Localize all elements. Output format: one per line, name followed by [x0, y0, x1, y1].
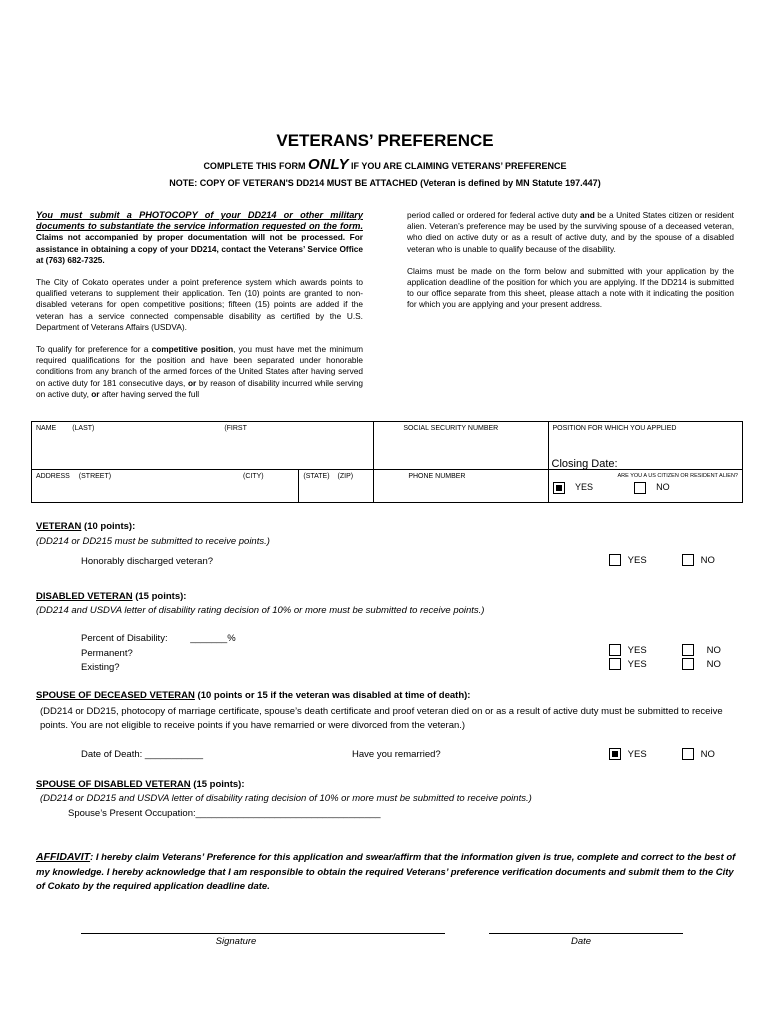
qualify-or-1: or [187, 377, 197, 388]
instruction-part-a: COMPLETE THIS FORM [203, 161, 306, 171]
position-cell[interactable] [548, 422, 742, 470]
spouse-disabled-heading: SPOUSE OF DISABLED VETERAN [36, 779, 191, 790]
qualify-or-2: or [91, 388, 100, 399]
address-cell[interactable] [32, 470, 299, 503]
city-label: (CITY) [243, 473, 264, 480]
eligibility-text-b: be a United States citizen or resident alien. Veteran’s preference may be used by the surviving spouse of a deceased veteran, who died on active duty or as a result of active duty, and by the spouse of a disabled veteran who is unable to qualify because of the disability. [407, 210, 734, 254]
applicant-info-table [31, 421, 743, 503]
honorable-yes-checkbox[interactable] [609, 554, 621, 566]
percent-label: Percent of Disability: [81, 633, 168, 644]
qualify-text-b: , you must have met the minimum required qualifications for the position and have been separated under honorable conditions from any branch of the armed forces of the United States after having served on active duty for 181 consecutive days, [36, 344, 364, 388]
remarried-yes [609, 748, 647, 760]
last-name-label: (LAST) [72, 425, 95, 432]
phone-cell[interactable] [374, 470, 548, 503]
phone-label: PHONE NUMBER [408, 473, 466, 480]
eligibility-and: and [580, 210, 595, 220]
right-column [407, 210, 734, 311]
honorable-no-label: NO [700, 554, 715, 566]
veteran-heading: VETERAN [36, 521, 82, 532]
street-label: (STREET) [78, 473, 112, 480]
remarried-question: Have you remarried? [352, 749, 441, 760]
affidavit-text: : I hereby claim Veterans’ Preference for this application and swear/affirm that the information given is true, complete and correct to the best of my knowledge. I hereby acknowledge that I am responsible to obtain the required Veterans’ preference verification documents and submit them to the City of Cokato by the required application deadline date. [36, 852, 736, 892]
occupation-field[interactable]: Spouse’s Present Occupation:___________________________________ [68, 808, 381, 819]
veteran-heading-line [36, 521, 135, 532]
first-name-label: (FIRST [224, 425, 247, 432]
permanent-label: Permanent? [81, 648, 133, 659]
affidavit-label: AFFIDAVIT [36, 851, 91, 863]
permanent-yes [609, 644, 647, 656]
address-label: ADDRESS [36, 473, 70, 480]
permanent-no-checkbox[interactable] [682, 644, 694, 656]
eligibility-paragraph [407, 210, 734, 255]
existing-no-label: NO [706, 658, 721, 670]
honorable-question: Honorably discharged veteran? [81, 556, 214, 567]
state-label: (STATE) [303, 473, 330, 480]
permanent-yes-checkbox[interactable] [609, 644, 621, 656]
state-zip-cell[interactable] [299, 470, 374, 503]
date-label: Date [570, 936, 592, 947]
permanent-yes-label: YES [627, 644, 647, 656]
citizen-yes-label: YES [575, 482, 594, 493]
percent-field[interactable]: _______% [190, 633, 236, 644]
honorable-yes-label: YES [627, 554, 647, 566]
documentation-note: Claims not accompanied by proper documentation will not be processed. For assistance in obtaining a copy of your DD214, contact the Veterans’ Service Office at (763) 682-7325. [36, 232, 363, 265]
qualify-bold: competitive position [151, 344, 234, 355]
signature-label: Signature [215, 936, 257, 947]
deceased-heading: SPOUSE OF DECEASED VETERAN [36, 690, 195, 701]
existing-no [682, 658, 721, 670]
qualify-text-a: To qualify for preference for a [36, 344, 152, 355]
affidavit-paragraph [36, 850, 736, 895]
existing-yes-label: YES [627, 658, 647, 670]
existing-no-checkbox[interactable] [682, 658, 694, 670]
existing-label: Existing? [81, 662, 120, 673]
closing-date-label: Closing Date: [551, 458, 618, 470]
spouse-disabled-note: (DD214 or DD215 and USDVA letter of disability rating decision of 10% or more must be submitted to receive points.) [40, 793, 532, 804]
deceased-note: (DD214 or DD215, photocopy of marriage certificate, spouse’s death certificate and proof veteran died on or as a result of active duty must be submitted to receive points. You are not eligible to receive points if you have remarried or were divorced from the veteran.) [40, 706, 723, 731]
zip-label: (ZIP) [337, 473, 354, 480]
point-system-paragraph: The City of Cokato operates under a point preference system which awards points to qualified veterans to supplement their application. Ten (10) points are granted to non-disabled veterans for open competitive positions; fifteen (15) points are added if the veteran has a service connected compensable disability as certified by the U.S. Department of Veterans Affairs (USDVA). [36, 277, 363, 332]
spouse-disabled-heading-line [36, 779, 245, 790]
existing-yes [609, 658, 647, 670]
remarried-no-checkbox[interactable] [682, 748, 694, 760]
qualify-text-d: after having served the full [99, 388, 200, 399]
date-line[interactable] [489, 933, 683, 934]
citizen-no-label: NO [656, 482, 670, 493]
form-title: VETERANS’ PREFERENCE [276, 131, 494, 150]
ssn-cell[interactable] [374, 422, 548, 470]
spouse-disabled-points: (15 points): [190, 779, 245, 790]
permanent-no-label: NO [706, 644, 721, 656]
citizen-yes-checkbox[interactable] [553, 482, 565, 494]
qualify-paragraph [36, 344, 363, 400]
eligibility-text-a: period called or ordered for federal active duty [407, 210, 581, 220]
veteran-points: (10 points): [81, 521, 136, 532]
veteran-note: (DD214 or DD215 must be submitted to receive points.) [36, 536, 270, 547]
honorable-no [682, 554, 715, 566]
remarried-no-label: NO [700, 748, 715, 760]
instruction-part-b: IF YOU ARE CLAIMING VETERANS’ PREFERENCE [351, 161, 567, 171]
remarried-yes-checkbox[interactable] [609, 748, 621, 760]
signature-line[interactable] [81, 933, 445, 934]
name-cell[interactable] [32, 422, 374, 470]
citizen-no-checkbox[interactable] [634, 482, 646, 494]
honorable-no-checkbox[interactable] [682, 554, 694, 566]
form-note: NOTE: COPY OF VETERAN'S DD214 MUST BE ATTACHED (Veteran is defined by MN Statute 197.447) [169, 178, 601, 188]
left-column [36, 210, 363, 400]
photocopy-requirement: You must submit a PHOTOCOPY of your DD214 or other military documents to substantiate the service information requested on the form. [36, 210, 363, 232]
percent-line [81, 633, 236, 644]
disabled-heading: DISABLED VETERAN [36, 591, 133, 602]
permanent-no [682, 644, 721, 656]
citizen-cell [548, 470, 742, 503]
deceased-heading-line [36, 690, 470, 701]
documentation-paragraph [36, 210, 363, 266]
death-date-field[interactable]: Date of Death: ___________ [81, 749, 204, 760]
citizen-question: ARE YOU A US CITIZEN OR RESIDENT ALIEN? [617, 473, 738, 479]
remarried-yes-label: YES [627, 748, 647, 760]
form-instruction [0, 156, 770, 173]
existing-yes-checkbox[interactable] [609, 658, 621, 670]
disabled-points: (15 points): [132, 591, 187, 602]
instruction-only: ONLY [307, 156, 349, 173]
disabled-heading-line [36, 591, 186, 602]
qualify-text-c: by reason of disability incurred while serving on active duty, [36, 377, 363, 399]
claims-paragraph: Claims must be made on the form below and submitted with your application by the application deadline of the position for which you are applying. If the DD214 is submitted to our office separate from this sheet, please attach a note with it indicating the position for which you are applying and your present address. [407, 265, 734, 310]
name-label: NAME [36, 425, 57, 432]
position-label: POSITION FOR WHICH YOU APPLIED [552, 425, 677, 432]
deceased-points: (10 points or 15 if the veteran was disabled at time of death): [194, 690, 471, 701]
ssn-label: SOCIAL SECURITY NUMBER [403, 425, 499, 432]
honorable-yes [609, 554, 647, 566]
disabled-note: (DD214 and USDVA letter of disability rating decision of 10% or more must be submitted to receive points.) [36, 605, 485, 616]
remarried-no [682, 748, 715, 760]
